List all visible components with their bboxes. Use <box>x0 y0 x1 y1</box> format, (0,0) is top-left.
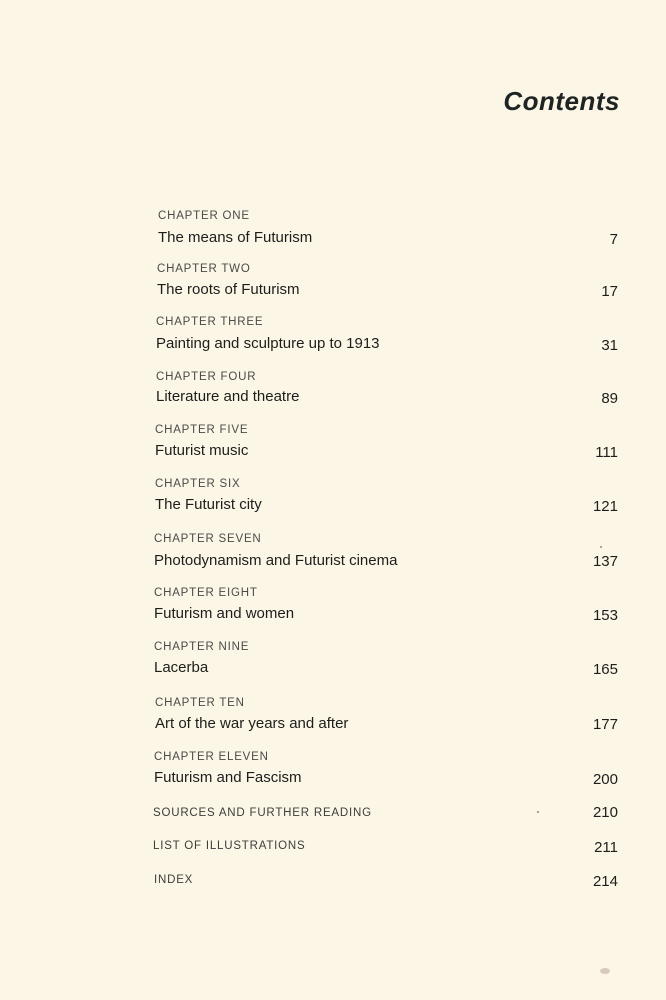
chapter-label: CHAPTER EIGHT <box>154 587 258 599</box>
chapter-title: The means of Futurism <box>158 229 313 246</box>
chapter-title: Art of the war years and after <box>155 715 349 732</box>
page-number: 153 <box>592 607 618 624</box>
page-number: 210 <box>592 804 618 821</box>
page-number: 214 <box>592 873 618 890</box>
page-number: 7 <box>609 231 618 248</box>
paper-speck <box>600 546 602 548</box>
back-matter-label: LIST OF ILLUSTRATIONS <box>153 840 306 852</box>
page-number: 211 <box>594 839 618 856</box>
page-number: 89 <box>601 390 618 407</box>
chapter-title: The roots of Futurism <box>157 281 300 298</box>
page-number: 31 <box>601 337 618 354</box>
chapter-label: CHAPTER TEN <box>155 697 245 709</box>
chapter-label: CHAPTER SEVEN <box>154 533 262 545</box>
page-number: 200 <box>592 771 618 788</box>
page-title: Contents <box>503 86 620 116</box>
page-number: 121 <box>592 498 618 515</box>
chapter-label: CHAPTER SIX <box>155 478 241 490</box>
chapter-label: CHAPTER FOUR <box>156 371 257 383</box>
chapter-label: CHAPTER TWO <box>157 263 251 275</box>
back-matter-label: INDEX <box>154 874 194 886</box>
page-number: 165 <box>592 661 618 678</box>
back-matter-label: SOURCES AND FURTHER READING <box>153 807 372 819</box>
chapter-label: CHAPTER NINE <box>154 641 250 653</box>
paper-speck <box>537 811 539 813</box>
chapter-title: Lacerba <box>154 659 209 676</box>
chapter-label: CHAPTER FIVE <box>155 424 249 436</box>
chapter-title: The Futurist city <box>155 496 262 513</box>
chapter-label: CHAPTER THREE <box>156 316 264 328</box>
page-number: 177 <box>592 716 618 733</box>
chapter-title: Painting and sculpture up to 1913 <box>156 335 380 352</box>
page-number: 137 <box>592 553 618 570</box>
chapter-title: Futurist music <box>155 442 249 459</box>
chapter-label: CHAPTER ONE <box>158 210 250 222</box>
chapter-title: Photodynamism and Futurist cinema <box>154 552 398 569</box>
chapter-title: Futurism and women <box>154 605 295 622</box>
chapter-title: Literature and theatre <box>156 388 300 405</box>
chapter-label: CHAPTER ELEVEN <box>154 751 269 763</box>
chapter-title: Futurism and Fascism <box>154 769 302 786</box>
page-number: 111 <box>595 444 618 461</box>
page-number: 17 <box>601 283 618 300</box>
paper-mark <box>600 968 610 974</box>
